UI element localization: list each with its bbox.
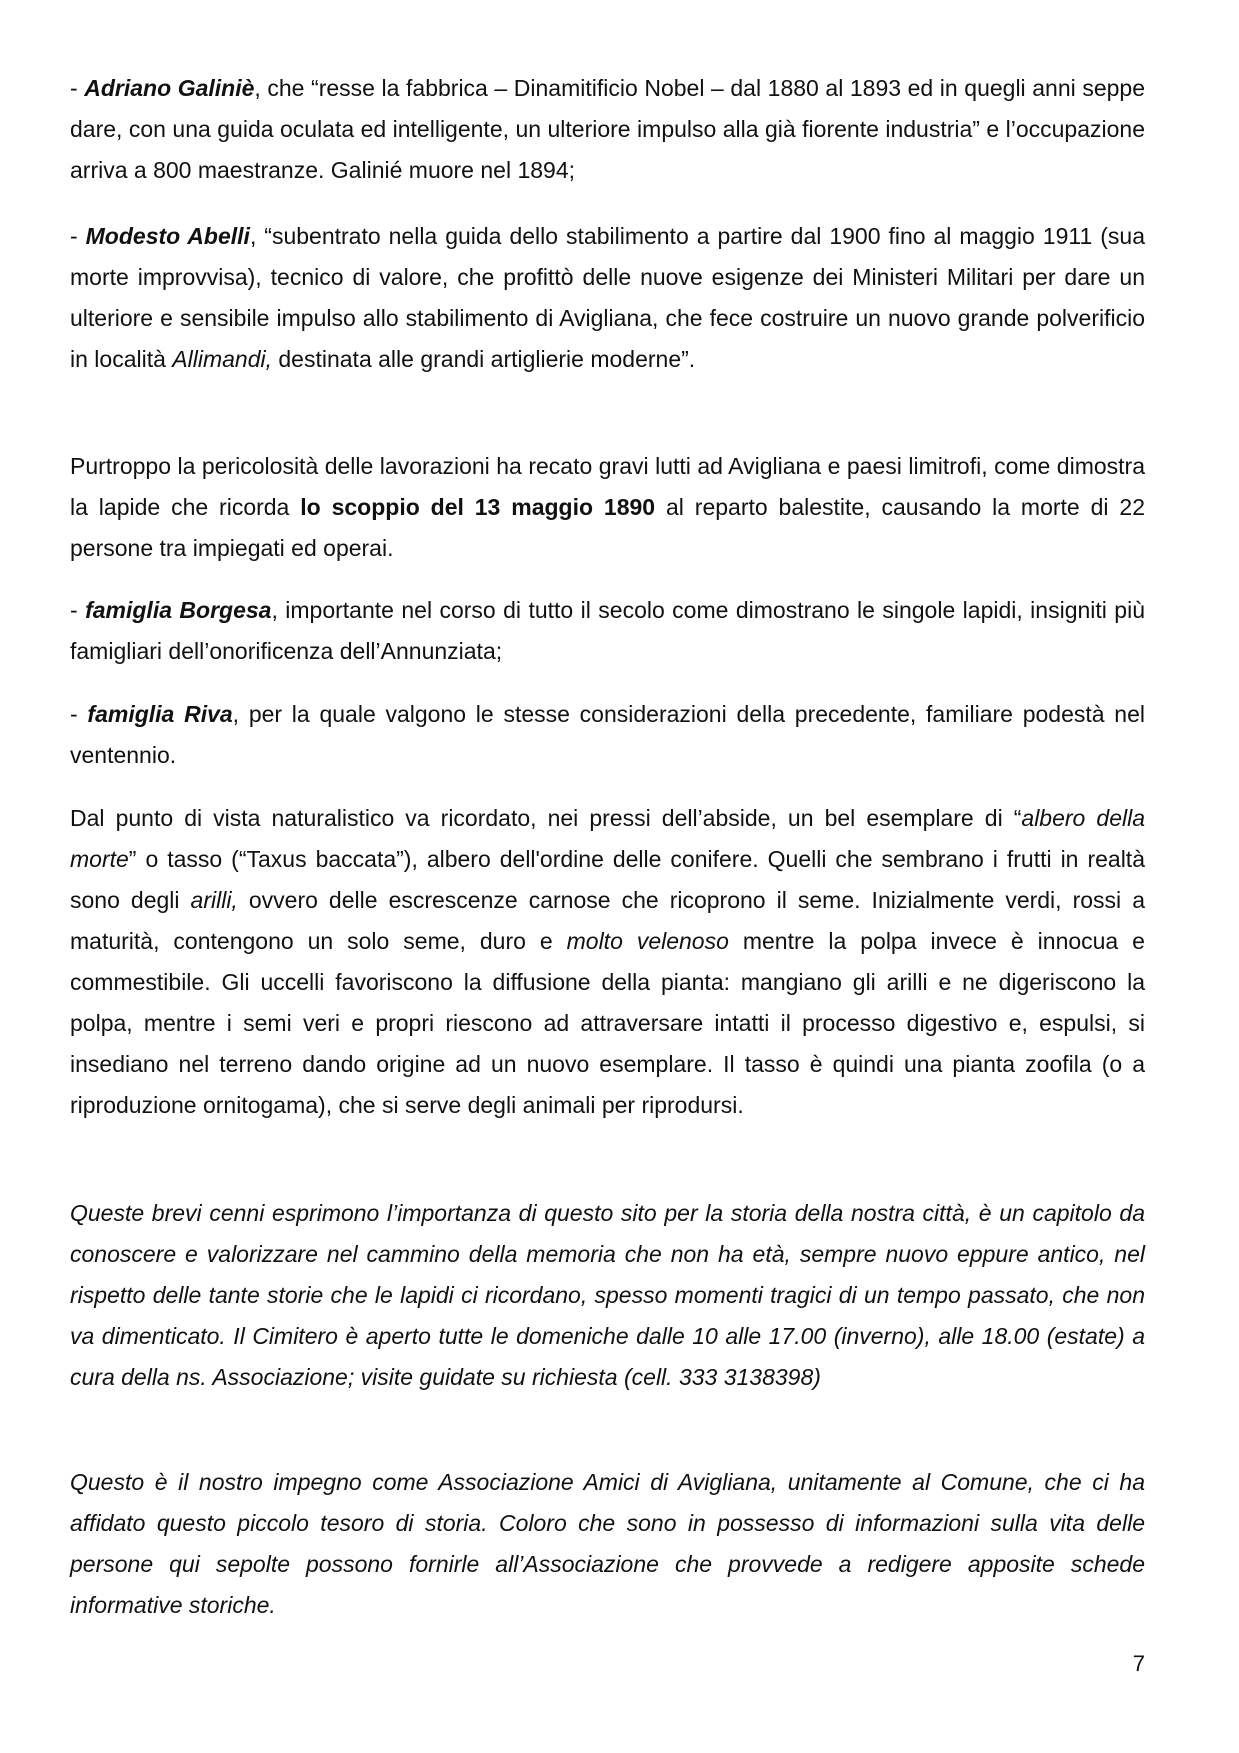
paragraph-text: , importante nel corso di tutto il secolo come dimostrano le singole lapidi, insigniti più famigliari dell’onorificenza dell’Annunziata; [70, 597, 1146, 664]
paragraph-text: , “subentrato nella guida dello stabilimento a partire dal 1900 fino al maggio 1911 (sua morte improvvisa), tecnico di valore, che profittò delle nuove esigenze dei Ministeri Militari per dare un ulteriore e sensibile impulso allo stabilimento di Avigliana, che fece costruire un nuovo grande polverificio in località [70, 223, 1145, 372]
family-name-riva: famiglia Riva [87, 701, 233, 727]
italic-term: arilli, [190, 887, 238, 913]
paragraph-importanza: Queste brevi cenni esprimono l’importanza di questo sito per la storia della nostra città, è un capitolo da conoscere e valorizzare nel cammino della memoria che non ha età, sempre nuovo eppure antico, nel rispetto delle tante storie che le lapidi ci ricordano, spesso momenti tragici di un tempo passato, che non va dimenticato. Il Cimitero è aperto tutte le domeniche dalle 10 alle 17.00 (inverno), alle 18.00 (estate) a cura della ns. Associazione; visite guidate su richiesta (cell. 333 3138398) [70, 1200, 1145, 1390]
dash: - [70, 75, 85, 101]
paragraph-text: , che “resse la fabbrica – Dinamitificio Nobel – dal 1880 al 1893 ed in quegli anni seppe dare, con una guida oculata ed intelligente, un ulteriore impulso alla già fiorente industria” e l’occupazione arriva a 800 maestranze. Galinié muore nel 1894; [70, 75, 1145, 183]
paragraph-text: mentre la polpa invece è innocua e commestibile. Gli uccelli favoriscono la diffusione della pianta: mangiano gli arilli e ne digeriscono la polpa, mentre i semi veri e propri riescono ad attraversare intatti il processo digestivo e, espulsi, si insediano nel terreno dando origine ad un nuovo esemplare. Il tasso è quindi una pianta zoofila (o a riproduzione ornitogama), che si serve degli animali per riprodursi. [70, 928, 1145, 1118]
paragraph-riva [70, 694, 1145, 776]
page-number: 7 [1132, 1651, 1145, 1676]
paragraph-impegno: Questo è il nostro impegno come Associazione Amici di Avigliana, unitamente al Comune, che ci ha affidato questo piccolo tesoro di storia. Coloro che sono in possesso di informazioni sulla vita delle persone qui sepolte possono fornirle all’Associazione che provvede a redigere apposite schede informative storiche. [70, 1469, 1145, 1618]
paragraph-text: Dal punto di vista naturalistico va ricordato, nei pressi dell’abside, un bel esemplare di “ [70, 805, 1022, 831]
paragraph-tasso [70, 798, 1145, 1126]
paragraph-galinie [70, 68, 1145, 191]
paragraph-text: Purtroppo la pericolosità delle lavorazioni ha recato gravi lutti ad Avigliana e paesi limitrofi, come dimostra la lapide che ricorda [70, 453, 1145, 520]
paragraph-text: destinata alle grandi artiglierie moderne”. [272, 346, 696, 372]
dash: - [70, 701, 88, 727]
paragraph-text: ovvero delle escrescenze carnose che ricoprono il seme. Inizialmente verdi, rossi a maturità, contengono un solo seme, duro e [70, 887, 1145, 954]
paragraph-abelli [70, 216, 1145, 380]
family-name-borgesa: famiglia Borgesa [85, 597, 272, 623]
paragraph-scoppio [70, 446, 1145, 569]
dash: - [70, 597, 86, 623]
person-name-galinie: Adriano Galiniè [84, 75, 255, 101]
dash: - [70, 223, 86, 249]
paragraph-text: ” o tasso (“Taxus baccata”), albero dell'ordine delle conifere. Quelli che sembrano i frutti in realtà sono degli [70, 846, 1145, 913]
paragraph-borgesa [70, 590, 1145, 672]
person-name-abelli: Modesto Abelli [85, 223, 250, 249]
italic-term: molto velenoso [566, 928, 729, 954]
italic-term: albero della morte [70, 805, 1145, 872]
place-name-allimandi: Allimandi, [172, 346, 272, 372]
explosion-date-highlight: lo scoppio del 13 maggio 1890 [300, 494, 656, 520]
paragraph-text: , per la quale valgono le stesse considerazioni della precedente, familiare podestà nel ventennio. [70, 701, 1145, 768]
paragraph-text: al reparto balestite, causando la morte di 22 persone tra impiegati ed operai. [70, 494, 1145, 561]
